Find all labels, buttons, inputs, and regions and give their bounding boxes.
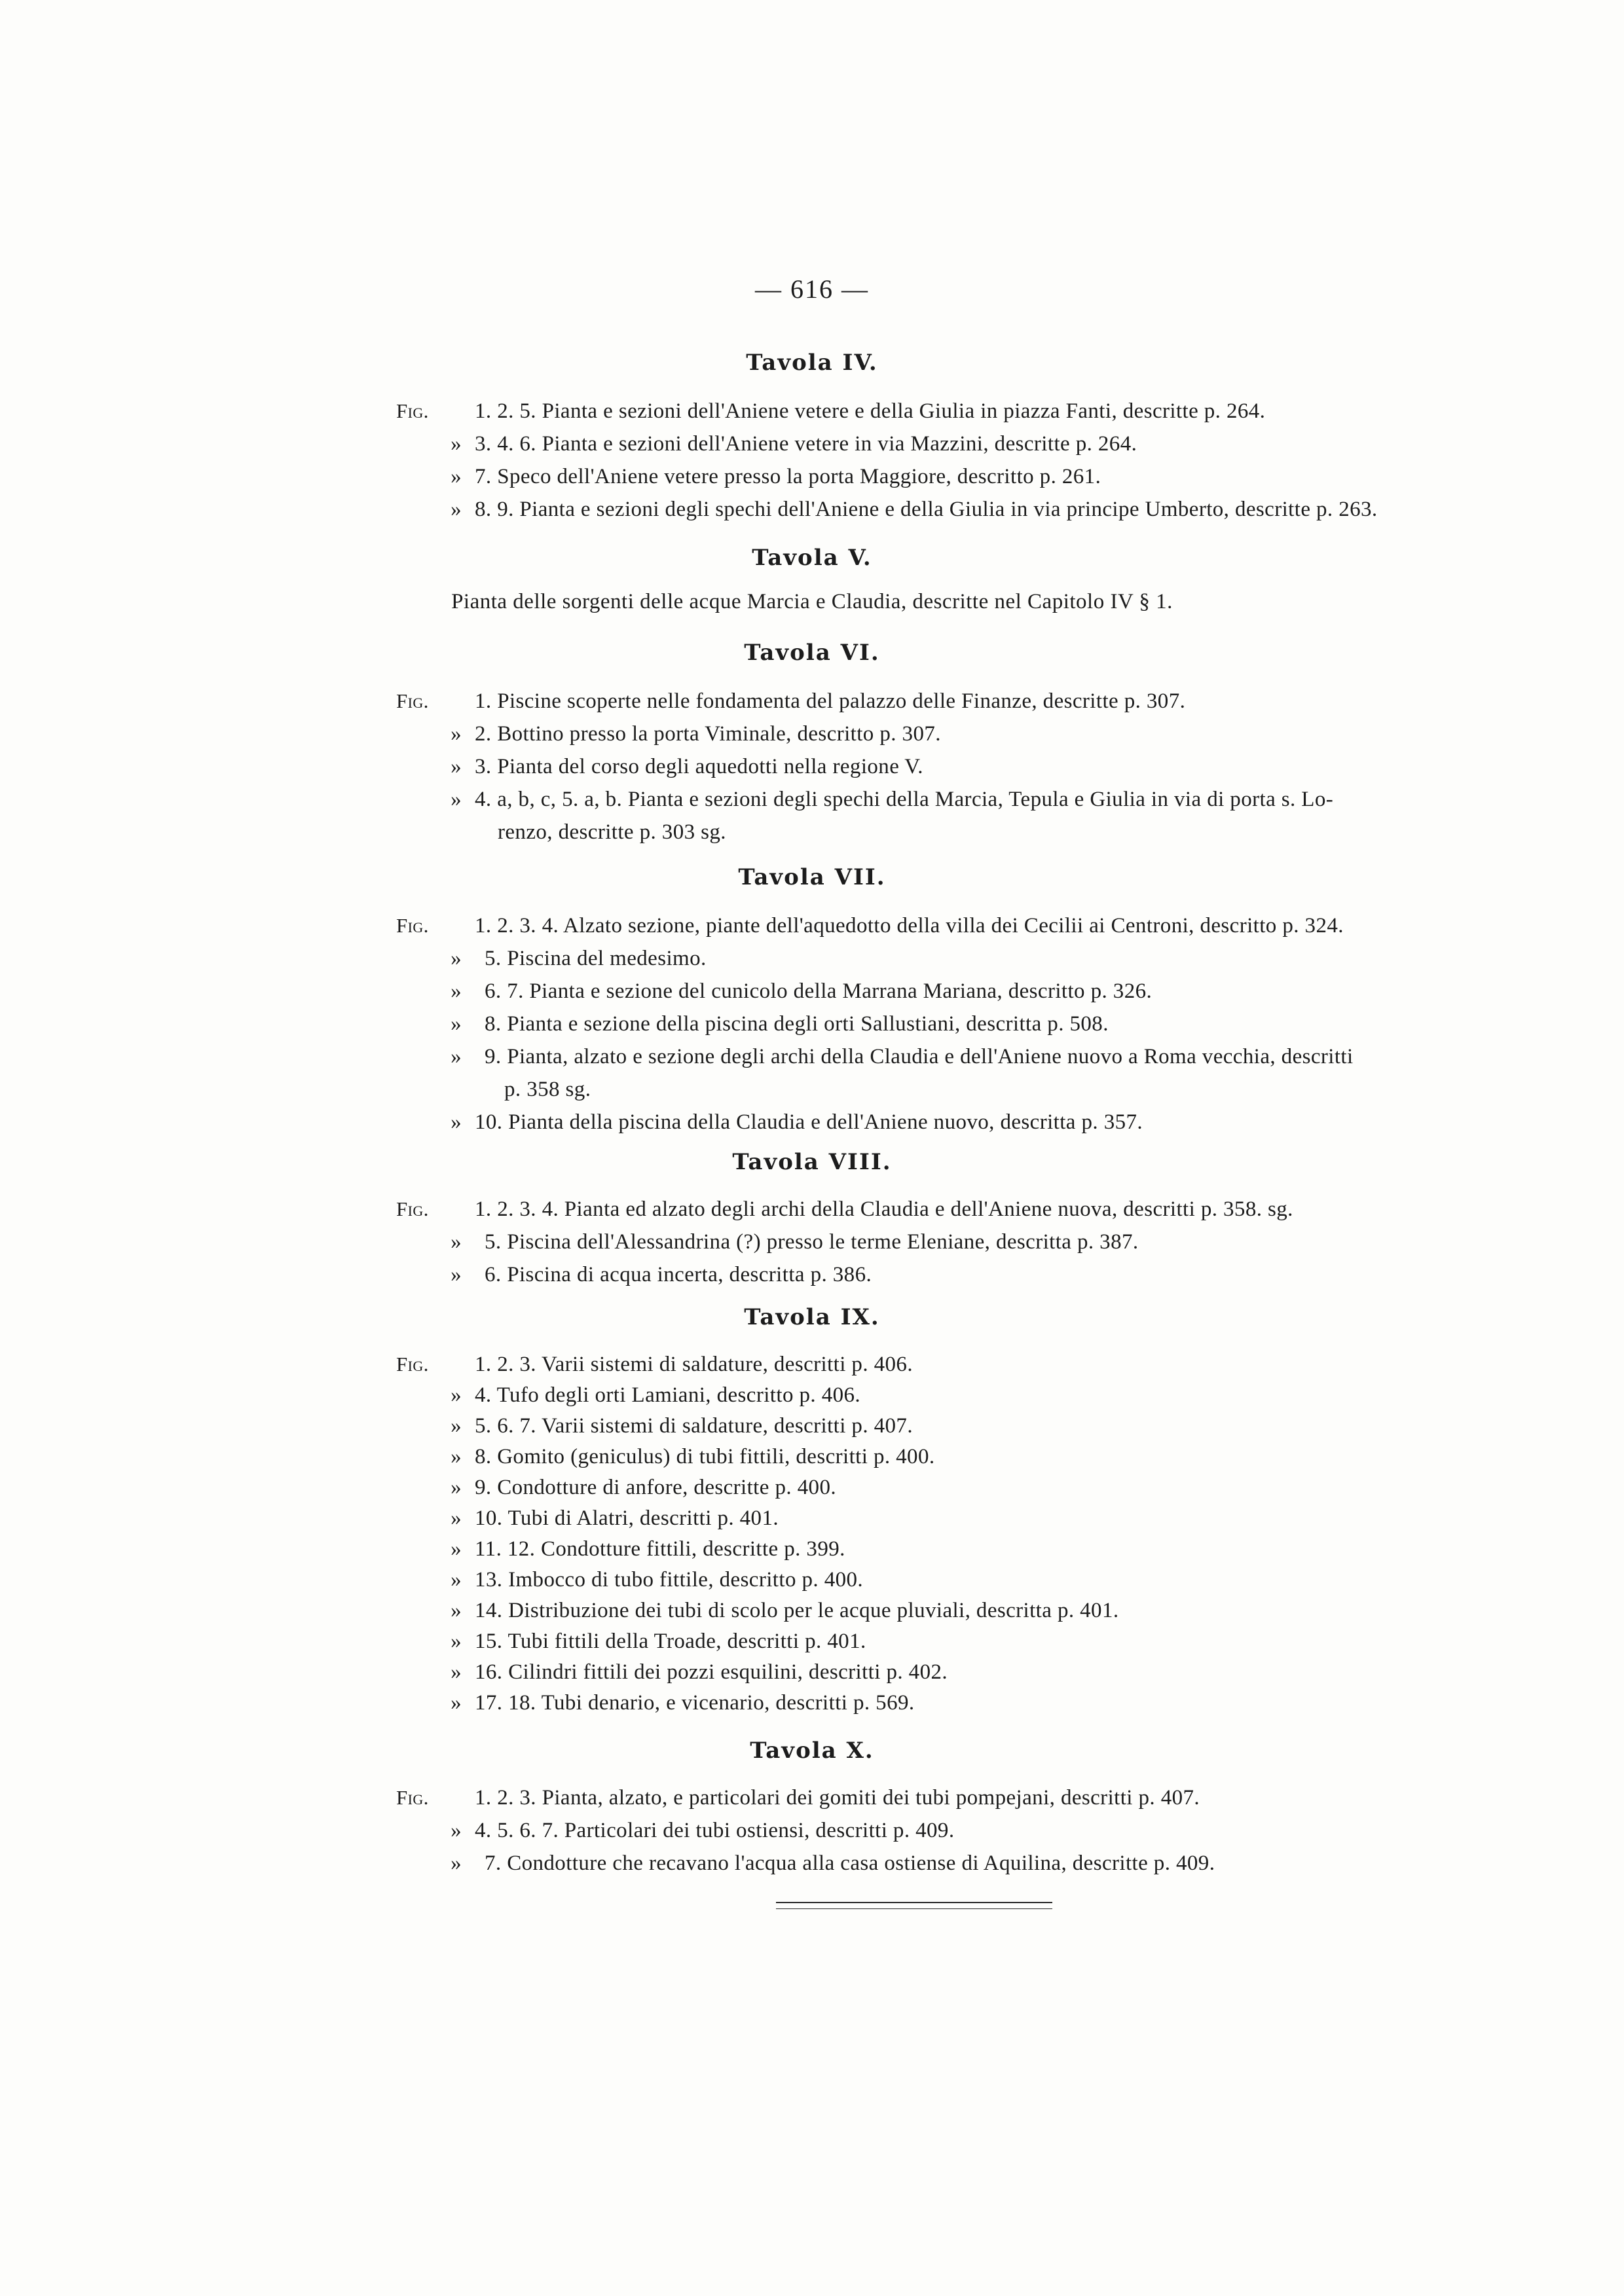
- heading-tavola-viii: Tavola VIII.: [732, 1149, 892, 1175]
- heading-tavola-x: Tavola X.: [750, 1738, 874, 1764]
- ditto-mark: »: [451, 979, 462, 1003]
- ditto-mark: »: [451, 1819, 462, 1842]
- heading-tavola-v: Tavola V.: [752, 545, 872, 571]
- heading-tavola-vi: Tavola VI.: [744, 640, 880, 666]
- entry-text: 3. Pianta del corso degli aquedotti nella regione V.: [475, 755, 923, 778]
- entry-text: 16. Cilindri fittili dei pozzi esquilini, descritti p. 402.: [475, 1660, 948, 1684]
- heading-tavola-ix: Tavola IX.: [744, 1304, 880, 1330]
- ditto-mark: »: [451, 1414, 462, 1438]
- entry-text: 5. Piscina del medesimo.: [485, 947, 707, 970]
- fig-label: Fig.: [396, 1786, 429, 1809]
- ditto-mark: »: [451, 1230, 462, 1254]
- entry-text: 5. 6. 7. Varii sistemi di saldature, descritti p. 407.: [475, 1414, 913, 1438]
- ditto-mark: »: [451, 498, 462, 521]
- ditto-mark: »: [451, 1630, 462, 1653]
- end-rule-bottom: [776, 1908, 1052, 1909]
- heading-tavola-vii: Tavola VII.: [738, 864, 886, 890]
- entry-text: 7. Condotture che recavano l'acqua alla casa ostiense di Aquilina, descritte p. 409.: [485, 1851, 1215, 1875]
- page-number: — 616 —: [755, 274, 869, 304]
- entry-text: 2. Bottino presso la porta Viminale, descritto p. 307.: [475, 722, 941, 746]
- end-rule-top: [776, 1902, 1052, 1903]
- entry-text: 8. Gomito (geniculus) di tubi fittili, descritti p. 400.: [475, 1445, 935, 1468]
- entry-text: 9. Condotture di anfore, descritte p. 400.: [475, 1476, 837, 1499]
- ditto-mark: »: [451, 1851, 462, 1875]
- tavola-v-intro: Pianta delle sorgenti delle acque Marcia e Claudia, descritte nel Capitolo IV § 1.: [451, 590, 1173, 613]
- entry-text: 1. 2. 3. 4. Pianta ed alzato degli archi della Claudia e dell'Aniene nuova, descritti p. 358. sg.: [475, 1197, 1293, 1221]
- ditto-mark: »: [451, 1506, 462, 1530]
- entry-text: 10. Pianta della piscina della Claudia e dell'Aniene nuovo, descritta p. 357.: [475, 1110, 1143, 1134]
- ditto-mark: »: [451, 1537, 462, 1561]
- ditto-mark: »: [451, 1660, 462, 1684]
- ditto-mark: »: [451, 755, 462, 778]
- ditto-mark: »: [451, 1110, 462, 1134]
- ditto-mark: »: [451, 1691, 462, 1715]
- entry-text: 3. 4. 6. Pianta e sezioni dell'Aniene vetere in via Mazzini, descritte p. 264.: [475, 432, 1137, 456]
- ditto-mark: »: [451, 1383, 462, 1407]
- ditto-mark: »: [451, 947, 462, 970]
- entry-text: 8. Pianta e sezione della piscina degli orti Sallustiani, descritta p. 508.: [485, 1012, 1109, 1036]
- ditto-mark: »: [451, 722, 462, 746]
- entry-text: 6. Piscina di acqua incerta, descritta p. 386.: [485, 1263, 872, 1286]
- entry-text: 10. Tubi di Alatri, descritti p. 401.: [475, 1506, 779, 1530]
- fig-label: Fig.: [396, 689, 429, 712]
- entry-text: renzo, descritte p. 303 sg.: [498, 820, 726, 844]
- fig-label: Fig.: [396, 399, 429, 422]
- entry-text: 1. 2. 5. Pianta e sezioni dell'Aniene vetere e della Giulia in piazza Fanti, descritte p. 264.: [475, 399, 1266, 423]
- entry-text: 15. Tubi fittili della Troade, descritti p. 401.: [475, 1630, 866, 1653]
- ditto-mark: »: [451, 1012, 462, 1036]
- entry-text: 6. 7. Pianta e sezione del cunicolo della Marrana Mariana, descritto p. 326.: [485, 979, 1153, 1003]
- entry-text: 17. 18. Tubi denario, e vicenario, descritti p. 569.: [475, 1691, 915, 1715]
- heading-tavola-iv: Tavola IV.: [746, 350, 878, 376]
- entry-text: 4. 5. 6. 7. Particolari dei tubi ostiensi, descritti p. 409.: [475, 1819, 955, 1842]
- ditto-mark: »: [451, 1045, 462, 1068]
- ditto-mark: »: [451, 465, 462, 488]
- entry-text: 4. a, b, c, 5. a, b. Pianta e sezioni degli spechi della Marcia, Tepula e Giulia in via di porta s. Lo-: [475, 788, 1334, 811]
- ditto-mark: »: [451, 1568, 462, 1592]
- entry-text: 11. 12. Condotture fittili, descritte p. 399.: [475, 1537, 845, 1561]
- fig-label: Fig.: [396, 1353, 429, 1376]
- entry-text: 1. Piscine scoperte nelle fondamenta del palazzo delle Finanze, descritte p. 307.: [475, 689, 1186, 713]
- entry-text: p. 358 sg.: [504, 1078, 591, 1101]
- entry-text: 9. Pianta, alzato e sezione degli archi della Claudia e dell'Aniene nuovo a Roma vecchia, descritti: [485, 1045, 1354, 1068]
- entry-text: 1. 2. 3. 4. Alzato sezione, piante dell'aquedotto della villa dei Cecilii ai Centroni, descritto p. 324.: [475, 914, 1344, 938]
- entry-text: 14. Distribuzione dei tubi di scolo per le acque pluviali, descritta p. 401.: [475, 1599, 1119, 1622]
- entry-text: 7. Speco dell'Aniene vetere presso la porta Maggiore, descritto p. 261.: [475, 465, 1101, 488]
- entry-text: 5. Piscina dell'Alessandrina (?) presso le terme Eleniane, descritta p. 387.: [485, 1230, 1139, 1254]
- ditto-mark: »: [451, 788, 462, 811]
- ditto-mark: »: [451, 1263, 462, 1286]
- ditto-mark: »: [451, 1599, 462, 1622]
- ditto-mark: »: [451, 1445, 462, 1468]
- fig-label: Fig.: [396, 914, 429, 937]
- entry-text: 1. 2. 3. Pianta, alzato, e particolari dei gomiti dei tubi pompejani, descritti p. 407.: [475, 1786, 1200, 1810]
- entry-text: 13. Imbocco di tubo fittile, descritto p. 400.: [475, 1568, 864, 1592]
- fig-label: Fig.: [396, 1197, 429, 1220]
- ditto-mark: »: [451, 432, 462, 456]
- entry-text: 8. 9. Pianta e sezioni degli spechi dell'Aniene e della Giulia in via principe Umberto, descritte p. 263.: [475, 498, 1378, 521]
- entry-text: 4. Tufo degli orti Lamiani, descritto p. 406.: [475, 1383, 861, 1407]
- ditto-mark: »: [451, 1476, 462, 1499]
- entry-text: 1. 2. 3. Varii sistemi di saldature, descritti p. 406.: [475, 1353, 913, 1376]
